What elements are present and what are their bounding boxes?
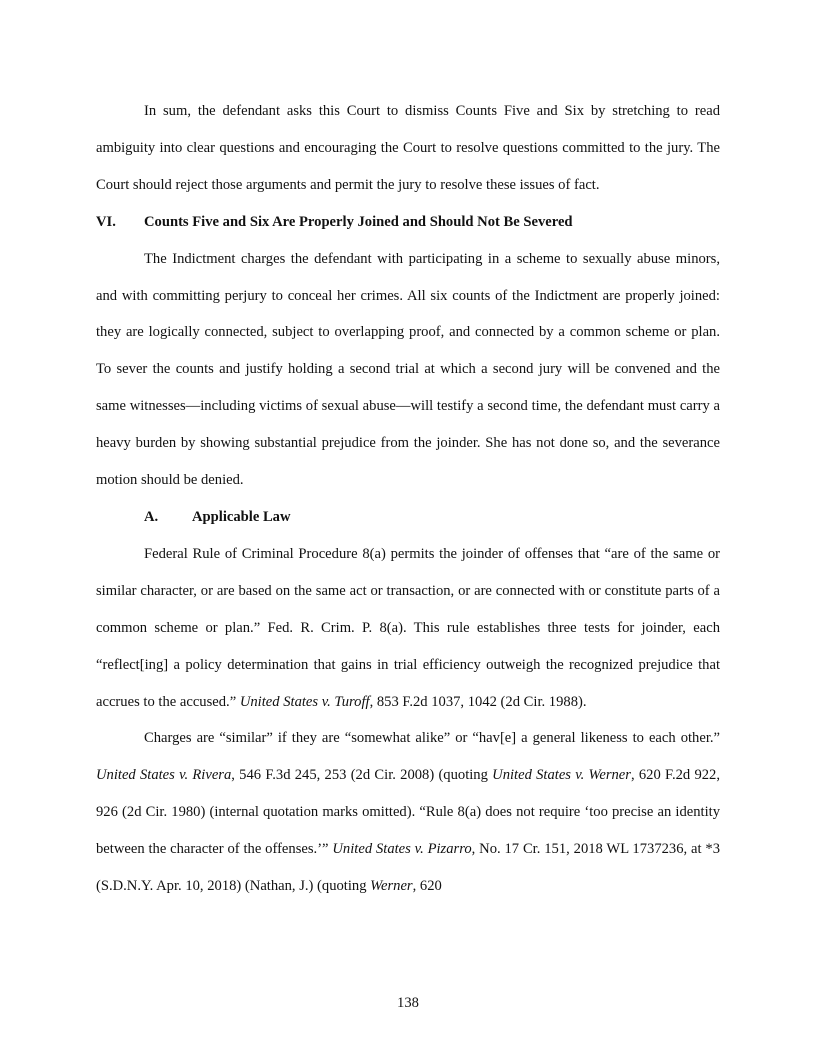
case-citation-rivera: United States v. Rivera bbox=[96, 767, 232, 784]
paragraph-similar-charges bbox=[96, 720, 720, 905]
paragraph-rule-8a bbox=[96, 536, 720, 721]
similar-text-3: , 620 F.2d 922, 926 (2d Cir. 1980) (internal quotation marks omitted). “Rule 8(a) does not require ‘too precise an identity between the character of the offenses.’” bbox=[96, 767, 720, 858]
section-number: VI. bbox=[96, 213, 116, 230]
document-body bbox=[96, 93, 720, 905]
similar-text-1: Charges are “similar” if they are “somewhat alike” or “hav[e] a general likeness to each other.” bbox=[144, 730, 720, 747]
paragraph-indictment: The Indictment charges the defendant with participating in a scheme to sexually abuse minors, and with committing perjury to conceal her crimes. All six counts of the Indictment are properly joined: they are logically connected, subject to overlapping proof, and connected by a common scheme or plan. To sever the counts and justify holding a second trial at which a second jury will be convened and the same witnesses—including victims of sexual abuse—will testify a second time, the defendant must carry a heavy burden by showing substantial prejudice from the joinder. She has not done so, and the severance motion should be denied. bbox=[96, 250, 720, 489]
case-citation-werner-short: Werner bbox=[370, 878, 413, 895]
turoff-reporter: , 853 F.2d 1037, 1042 (2d Cir. 1988). bbox=[369, 693, 587, 710]
rule-8a-text: Federal Rule of Criminal Procedure 8(a) permits the joinder of offenses that “are of the same or similar character, or are based on the same act or transaction, or are connected with or constitute parts of a common scheme or plan.” Fed. R. Crim. P. 8(a). This rule establishes three tests for joinder, each “reflect[ing] a policy determination that gains in trial efficiency outweigh the recognized prejudice that accrues to the accused.” bbox=[96, 545, 720, 710]
page-number: 138 bbox=[397, 995, 419, 1011]
case-citation-turoff: United States v. Turoff bbox=[239, 693, 370, 710]
section-title: Counts Five and Six Are Properly Joined and Should Not Be Severed bbox=[144, 213, 573, 230]
subsection-heading-a bbox=[96, 499, 720, 536]
case-citation-pizarro: United States v. Pizarro bbox=[332, 841, 472, 858]
similar-text-5: , 620 bbox=[412, 878, 442, 895]
similar-text-2: , 546 F.3d 245, 253 (2d Cir. 2008) (quoting bbox=[231, 767, 493, 784]
similar-text-4: , No. 17 Cr. 151, 2018 WL 1737236, at *3 (S.D.N.Y. Apr. 10, 2018) (Nathan, J.) (quoting bbox=[96, 841, 720, 895]
paragraph-sum: In sum, the defendant asks this Court to dismiss Counts Five and Six by stretching to read ambiguity into clear questions and encouraging the Court to resolve questions committed to the jury. The Court should reject those arguments and permit the jury to resolve these issues of fact. bbox=[96, 103, 720, 193]
subsection-number: A. bbox=[144, 508, 159, 525]
case-citation-werner: United States v. Werner bbox=[492, 767, 631, 784]
section-heading-vi bbox=[96, 204, 720, 241]
subsection-title: Applicable Law bbox=[192, 508, 291, 525]
